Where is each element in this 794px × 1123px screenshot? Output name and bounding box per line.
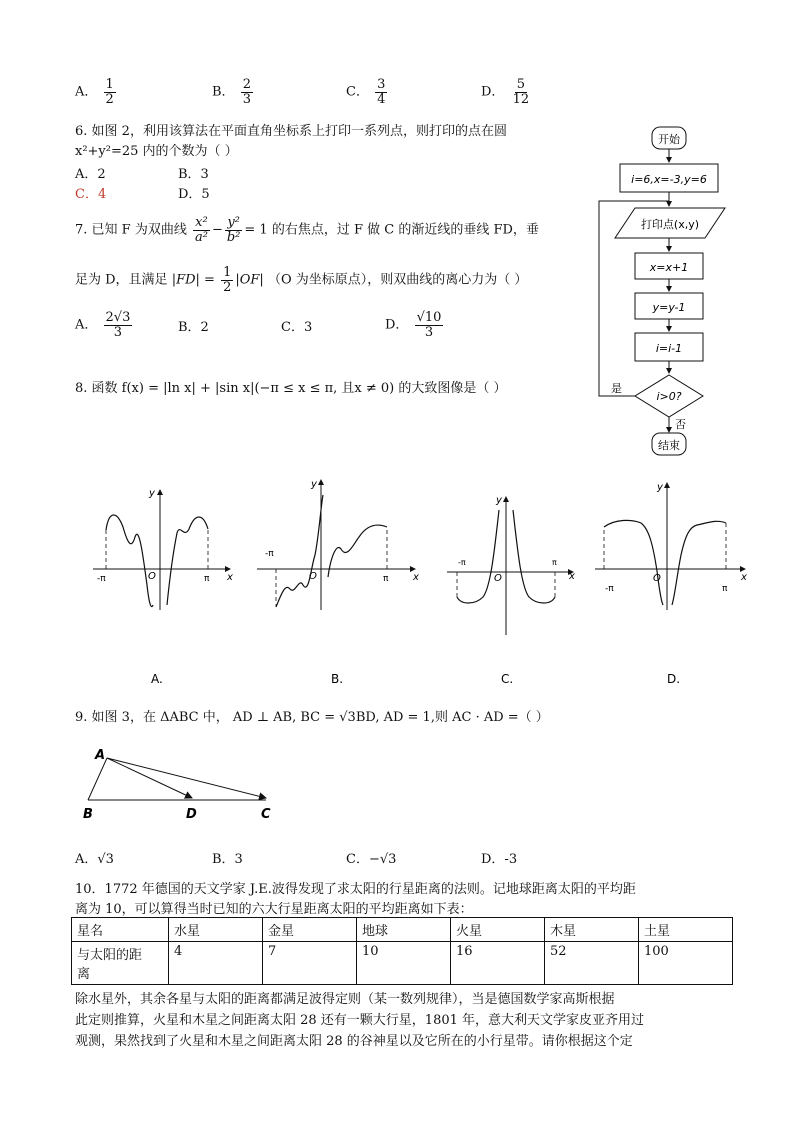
svg-text:y: y <box>311 479 317 490</box>
q5-option-a: A． $\frac{1}{2}$ <box>75 77 114 107</box>
flow-yes-label: 是 <box>611 382 622 395</box>
svg-text:O: O <box>653 573 661 584</box>
svg-text:y: y <box>496 495 502 506</box>
flow-step2-text: y=y-1 <box>652 301 686 314</box>
q6-option-a: A．2 <box>75 167 106 182</box>
svg-text:x: x <box>569 571 575 582</box>
q10-line1: 10．1772 年德国的天文学家 J.E.波得发现了求太阳的行星距离的法则。记地球距离太阳的平均距 <box>75 882 636 897</box>
flow-step1-text: x=x+1 <box>649 261 689 274</box>
q5-option-c: C． $\frac{3}{4}$ <box>346 77 386 107</box>
table-header-row: 星名 水星 金星 地球 火星 木星 土星 <box>72 918 733 942</box>
flow-print-text: 打印点(x,y) <box>640 218 700 231</box>
q6-option-c: C．4 <box>75 187 107 202</box>
svg-text:O: O <box>309 571 317 582</box>
q7-option-d: D． $\frac{√10}{3}$ <box>385 310 442 340</box>
graph-b <box>257 480 415 610</box>
flow-end-text: 结束 <box>658 439 680 452</box>
q6-line2: x²+y²=25 内的个数为（ ） <box>75 144 238 159</box>
svg-text:y: y <box>657 482 663 493</box>
svg-text:π: π <box>552 558 557 567</box>
flow-start-text: 开始 <box>658 133 680 146</box>
svg-text:-π: -π <box>605 584 614 594</box>
svg-text:A: A <box>95 748 106 763</box>
q9-option-a: A．√3 <box>75 852 114 867</box>
q5-option-b: B． $\frac{2}{3}$ <box>212 77 251 107</box>
svg-text:x: x <box>741 572 747 583</box>
graph-a <box>93 490 230 610</box>
q6-option-d: D．5 <box>178 187 210 202</box>
q8-graphs <box>85 475 765 695</box>
q7-line1: 7. 已知 F 为双曲线 $\frac{\text{x²}}{\text{a²}}$ − $\frac{\text{y²}}{\text{b²}}$ = 1 的右焦点，过 F 做 C 的渐近线的垂线 FD，垂 <box>75 215 539 245</box>
svg-text:C: C <box>261 807 271 822</box>
svg-text:π: π <box>383 574 389 584</box>
flowchart-figure <box>595 122 740 457</box>
q7-option-c: C．3 <box>281 320 313 335</box>
q9-stem: 9. 如图 3，在 ΔABC 中， AD ⊥ AB, BC = √3BD, AD = 1,则 AC · AD =（ ） <box>75 710 549 725</box>
flow-cond-text: i>0? <box>656 390 682 403</box>
table-row: 与太阳的距 离 4 7 10 16 52 100 <box>72 942 733 985</box>
svg-text:O: O <box>494 573 502 584</box>
q9-option-c: C．−√3 <box>346 852 397 867</box>
graph-c-label: C. <box>501 672 514 686</box>
q7-option-b: B．2 <box>178 320 209 335</box>
flow-no-label: 否 <box>675 418 686 431</box>
q9-option-b: B．3 <box>212 852 243 867</box>
q9-triangle-figure <box>78 742 288 822</box>
svg-text:π: π <box>204 574 210 584</box>
svg-text:B: B <box>83 807 93 822</box>
svg-text:y: y <box>149 488 155 499</box>
svg-text:D: D <box>186 807 197 822</box>
q6-option-b: B．3 <box>178 167 209 182</box>
planet-distance-table <box>71 917 733 985</box>
flow-init-text: i=6,x=-3,y=6 <box>631 173 707 186</box>
q10-line2: 离为 10，可以算得当时已知的六大行星距离太阳的平均距离如下表： <box>75 902 473 917</box>
q8-stem: 8. 函数 f(x) = |ln x| + |sin x|(−π ≤ x ≤ π, 且x ≠ 0) 的大致图像是（ ） <box>75 381 507 396</box>
q10-after-line2: 此定则推算，火星和木星之间距离太阳 28 还有一颗大行星，1801 年，意大利天文学家皮亚齐用过 <box>75 1013 645 1028</box>
graph-b-label: B. <box>331 672 344 686</box>
svg-text:-π: -π <box>97 574 106 584</box>
q7-option-a: A． $\frac{2√3}{3}$ <box>75 310 131 340</box>
svg-text:O: O <box>148 571 156 582</box>
graph-d-label: D. <box>667 672 681 686</box>
q10-after-line3: 观测，果然找到了火星和木星之间距离太阳 28 的谷神星以及它所在的小行星带。请你根据这个定 <box>75 1034 633 1049</box>
q5-option-d: D． $\frac{5}{12}$ <box>481 77 530 107</box>
q7-line2: 足为 D，且满足 |FD| = $\frac{1}{2}$ |OF| （O 为坐标原点），则双曲线的离心力为（ ） <box>75 265 528 295</box>
q6-line1: 6. 如图 2，利用该算法在平面直角坐标系上打印一系列点，则打印的点在圆 <box>75 124 507 139</box>
svg-text:x: x <box>227 572 233 583</box>
svg-text:x: x <box>413 572 419 583</box>
svg-text:π: π <box>722 584 728 594</box>
flow-step3-text: i=i-1 <box>655 342 683 355</box>
svg-text:-π: -π <box>458 558 466 567</box>
svg-text:-π: -π <box>265 549 274 559</box>
graph-a-label: A. <box>151 672 163 686</box>
q9-option-d: D．-3 <box>481 852 518 867</box>
q10-after-line1: 除水星外，其余各星与太阳的距离都满足波得定则（某一数列规律），当是德国数学家高斯根据 <box>75 992 615 1007</box>
